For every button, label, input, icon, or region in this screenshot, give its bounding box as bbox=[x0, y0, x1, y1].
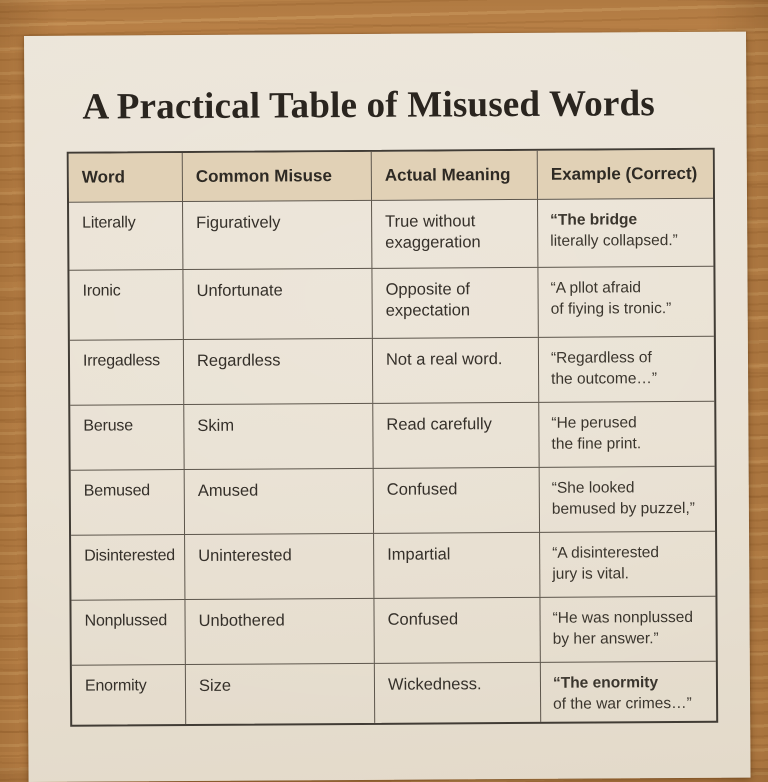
example-line-1: “The enormity bbox=[552, 674, 659, 692]
table-cell-word: Irregadless bbox=[70, 339, 183, 405]
table-cell-meaning: Impartial bbox=[373, 532, 539, 598]
table-cell-misuse: Amused bbox=[184, 468, 373, 534]
example-line-2: of fiying is tronic.” bbox=[550, 299, 672, 318]
table-cell-example bbox=[539, 466, 715, 532]
table-cell-example bbox=[538, 336, 714, 402]
table-cell-meaning: Not a real word. bbox=[372, 337, 538, 403]
paper-sheet bbox=[24, 32, 751, 782]
table-cell-example bbox=[540, 661, 716, 722]
table-cell-word: Ironic bbox=[69, 269, 182, 340]
table-cell-example bbox=[539, 531, 715, 597]
table-cell-meaning: Opposite of expectation bbox=[371, 267, 537, 338]
example-line-1: “The bridge bbox=[550, 211, 638, 229]
example-line-2: literally collapsed.” bbox=[550, 231, 678, 250]
table-cell-word: Literally bbox=[69, 201, 182, 270]
column-header-misuse: Common Misuse bbox=[182, 152, 371, 201]
table-cell-word: Enormity bbox=[72, 664, 185, 725]
column-header-meaning: Actual Meaning bbox=[371, 151, 537, 200]
table-cell-example bbox=[537, 266, 713, 337]
table-cell-misuse: Size bbox=[185, 663, 374, 724]
table-cell-misuse: Unbothered bbox=[184, 598, 373, 664]
table-cell-meaning: Wickedness. bbox=[374, 662, 540, 723]
table-cell-word: Disinterested bbox=[71, 534, 184, 600]
example-line-1: “A disinterested bbox=[552, 544, 660, 562]
column-header-word: Word bbox=[69, 153, 182, 202]
example-line-1: “A pllot afraid bbox=[550, 279, 642, 297]
table-cell-meaning: Confused bbox=[373, 597, 539, 663]
misused-words-table bbox=[67, 148, 719, 727]
table-cell-meaning: Confused bbox=[373, 467, 539, 533]
example-line-2: bemused by puzzel,” bbox=[551, 499, 695, 518]
table-cell-meaning: True without exaggeration bbox=[371, 199, 537, 268]
table-cell-example bbox=[538, 401, 714, 467]
table-cell-meaning: Read carefully bbox=[372, 402, 538, 468]
example-line-1: “Regardless of bbox=[550, 349, 652, 367]
example-line-2: the outcome…” bbox=[551, 370, 658, 388]
table-cell-example bbox=[537, 198, 713, 267]
table-cell-misuse: Uninterested bbox=[184, 533, 373, 599]
table-cell-misuse: Figuratively bbox=[182, 200, 371, 269]
column-header-example: Example (Correct) bbox=[537, 150, 713, 199]
example-line-1: “She looked bbox=[551, 479, 635, 497]
table-cell-misuse: Unfortunate bbox=[182, 268, 371, 339]
table-cell-example bbox=[539, 596, 715, 662]
example-line-2: by her answer.” bbox=[552, 630, 659, 648]
example-line-2: of the war crimes…” bbox=[553, 694, 692, 713]
table-cell-misuse: Regardless bbox=[183, 338, 372, 404]
table-cell-misuse: Skim bbox=[183, 403, 372, 469]
example-line-1: “He was nonplussed bbox=[552, 608, 694, 627]
example-line-2: the fine print. bbox=[551, 435, 642, 453]
page-title: A Practical Table of Misused Words bbox=[82, 83, 656, 128]
table-cell-word: Beruse bbox=[70, 404, 183, 470]
table-cell-word: Bemused bbox=[71, 469, 184, 535]
table-cell-word: Nonplussed bbox=[71, 599, 184, 665]
example-line-1: “He perused bbox=[551, 414, 637, 432]
example-line-2: jury is vital. bbox=[552, 565, 630, 583]
